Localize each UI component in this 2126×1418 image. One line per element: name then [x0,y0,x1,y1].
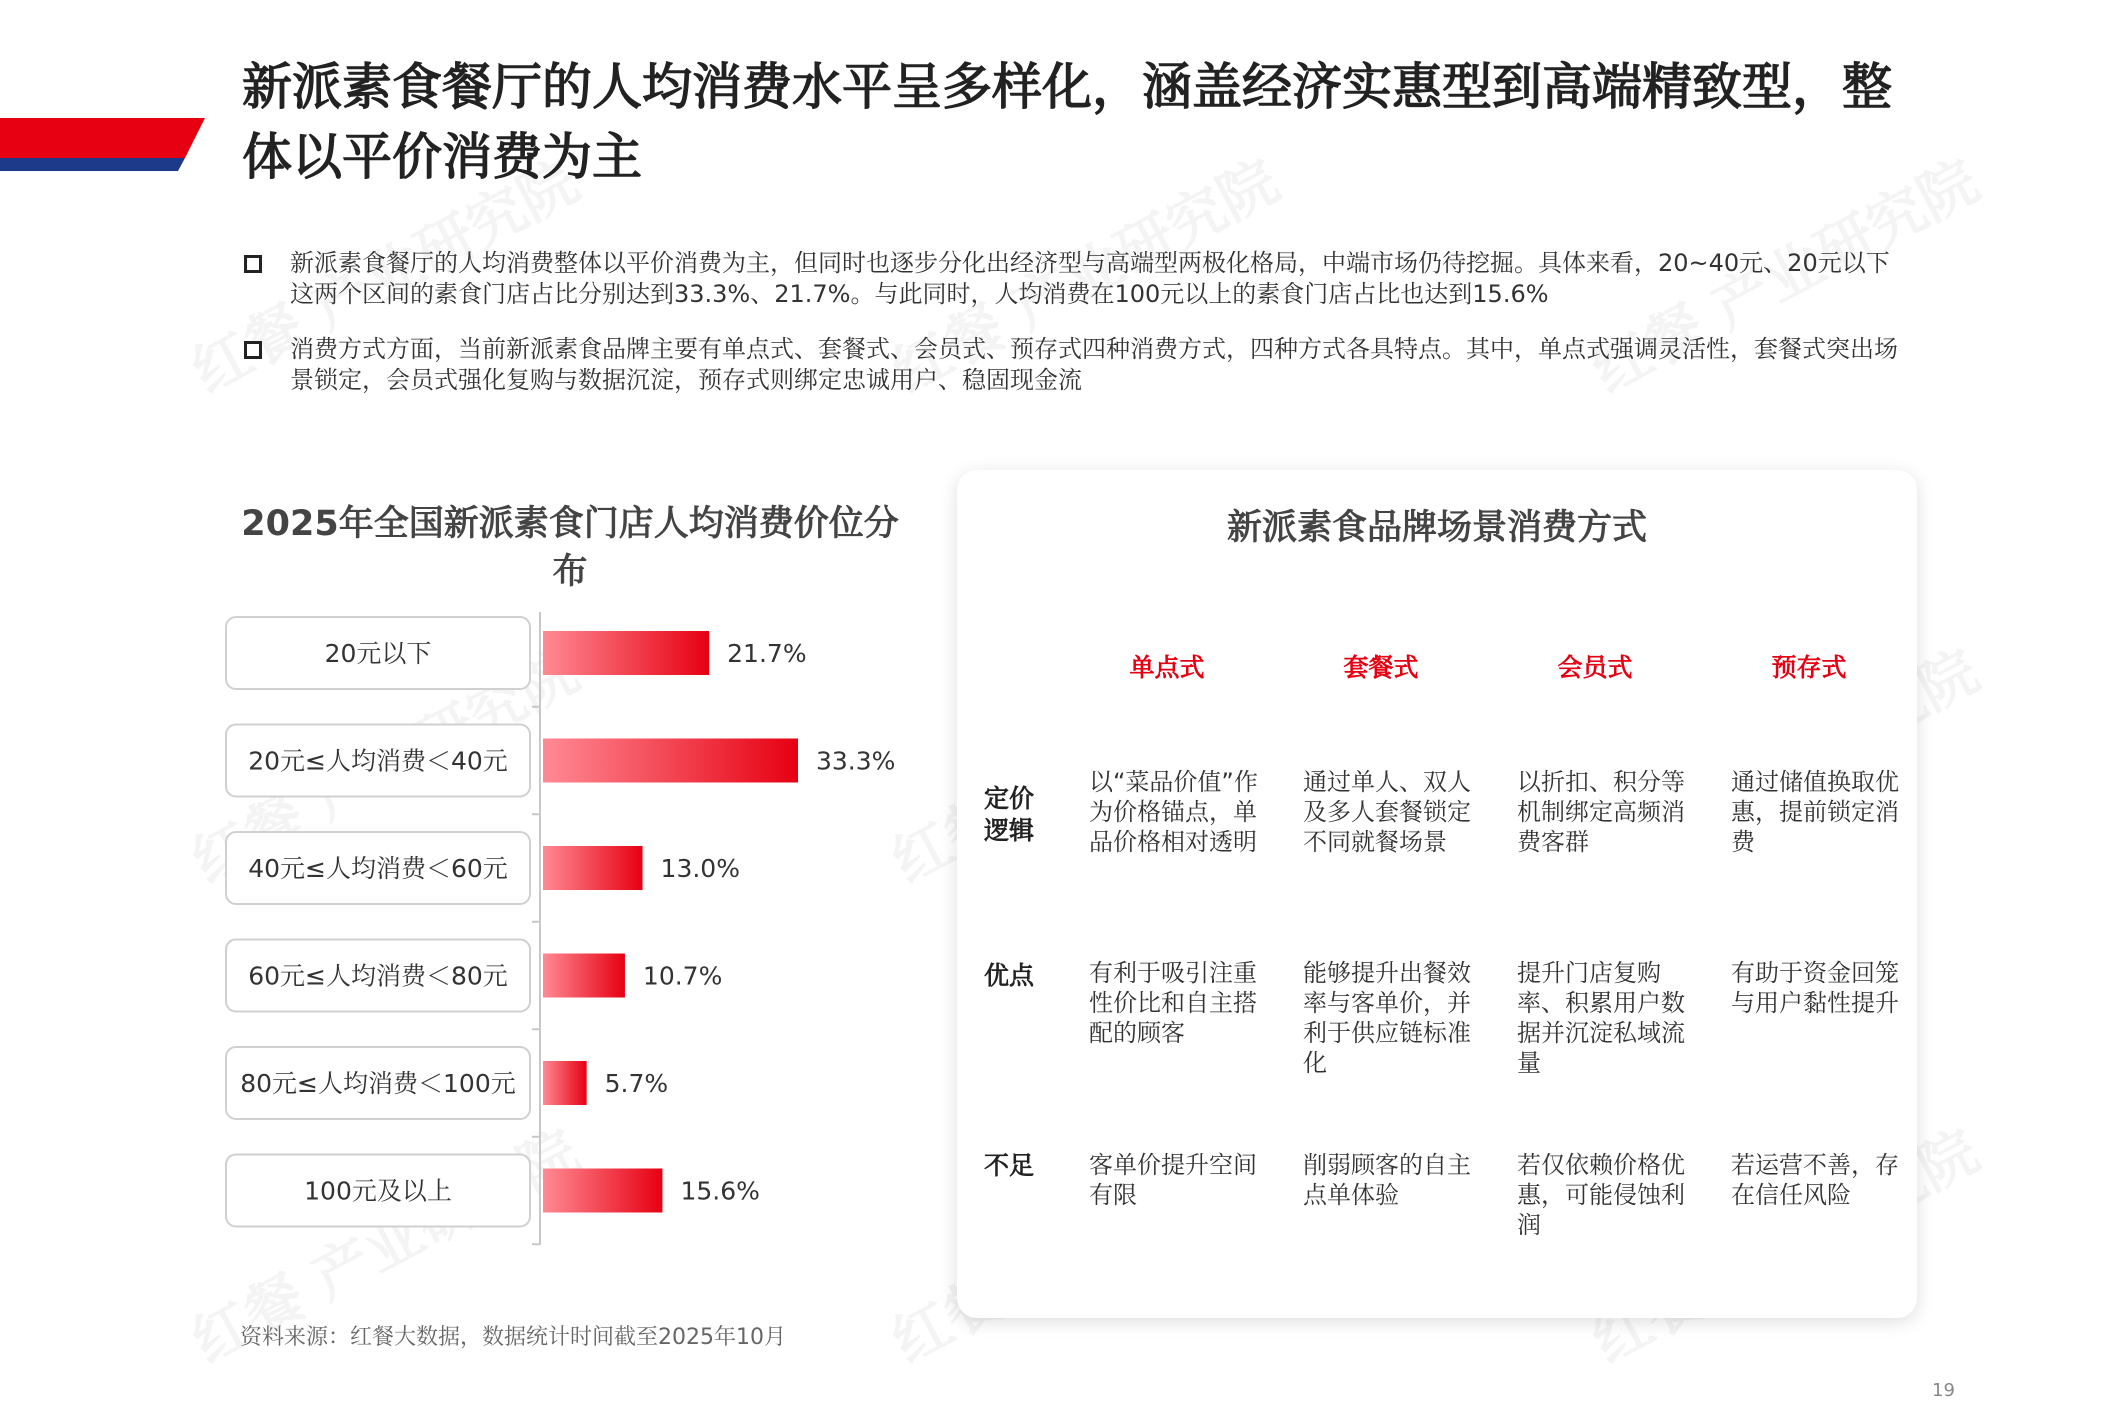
table-cell: 通过储值换取优惠，提前锁定消费 [1731,768,1899,856]
category-label: 80元≤人均消费＜100元 [240,1069,516,1098]
row-header: 优点 [983,961,1034,990]
table-cell: 通过单人、双人及多人套餐锁定不同就餐场景 [1303,768,1471,856]
table-cell: 若仅依赖价格优惠，可能侵蚀利润 [1517,1151,1685,1239]
table-cell: 提升门店复购率、积累用户数据并沉淀私域流量 [1517,959,1685,1077]
bar [543,846,643,890]
category-label: 20元≤人均消费＜40元 [248,746,508,776]
column-header: 会员式 [1557,653,1633,682]
bar [543,739,798,783]
data-label: 33.3% [816,746,896,776]
category-label: 60元≤人均消费＜80元 [248,961,508,991]
column-header: 预存式 [1771,653,1847,682]
table-cell: 以“菜品价值”作为价格锚点，单品价格相对透明 [1089,768,1258,856]
bar-chart [0,0,940,1300]
bullet-text: 消费方式方面，当前新派素食品牌主要有单点式、套餐式、会员式、预存式四种消费方式，四种方式各具特点。其中，单点式强调灵活性，套餐式突出场景锁定，会员式强化复购与数据沉淀，预存式则绑定忠诚用户、稳固现金流 [290,335,1898,394]
table-cell: 若运营不善，存在信任风险 [1731,1151,1899,1209]
category-label: 40元≤人均消费＜60元 [248,854,508,883]
table-cell: 客单价提升空间有限 [1089,1151,1257,1209]
page-title: 新派素食餐厅的人均消费水平呈多样化，涵盖经济实惠型到高端精致型，整体以平价消费为主 [242,58,1892,186]
column-header: 单点式 [1129,653,1205,682]
data-label: 15.6% [680,1176,760,1206]
page-number: 19 [1932,1380,1955,1401]
table-cell: 能够提升出餐效率与客单价，并利于供应链标准化 [1303,959,1471,1077]
bar [543,1061,587,1105]
row-header: 定价 逻辑 [983,784,1034,845]
bar [543,954,625,998]
source-note: 资料来源：红餐大数据，数据统计时间截至2025年10月 [240,1325,786,1350]
category-label: 20元以下 [324,639,432,668]
bar [543,631,709,675]
category-label: 100元及以上 [304,1176,452,1206]
table-cell: 有利于吸引注重性价比和自主搭配的顾客 [1089,959,1257,1047]
data-label: 10.7% [642,961,723,991]
bullet-text: 新派素食餐厅的人均消费整体以平价消费为主，但同时也逐步分化出经济型与高端型两极化格局，中端市场仍待挖掘。具体来看，20~40元、20元以下这两个区间的素食门店占比分别达到33.3%、21.7%。与此同时，人均消费在100元以上的素食门店占比也达到15.6% [290,249,1890,308]
consumption-mode-card [957,470,1917,1318]
chart-title: 2025年全国新派素食门店人均消费价位分布 [241,504,899,592]
data-label: 13.0% [660,854,740,883]
bar [543,1169,662,1213]
column-header: 套餐式 [1343,653,1419,682]
data-label: 21.7% [727,639,807,668]
card-title: 新派素食品牌场景消费方式 [1226,508,1647,548]
table-cell: 以折扣、积分等机制绑定高频消费客群 [1517,768,1685,856]
table-cell: 有助于资金回笼与用户黏性提升 [1731,959,1899,1017]
data-label: 5.7% [604,1069,669,1098]
row-header: 不足 [983,1151,1034,1180]
table-cell: 削弱顾客的自主点单体验 [1303,1151,1471,1209]
